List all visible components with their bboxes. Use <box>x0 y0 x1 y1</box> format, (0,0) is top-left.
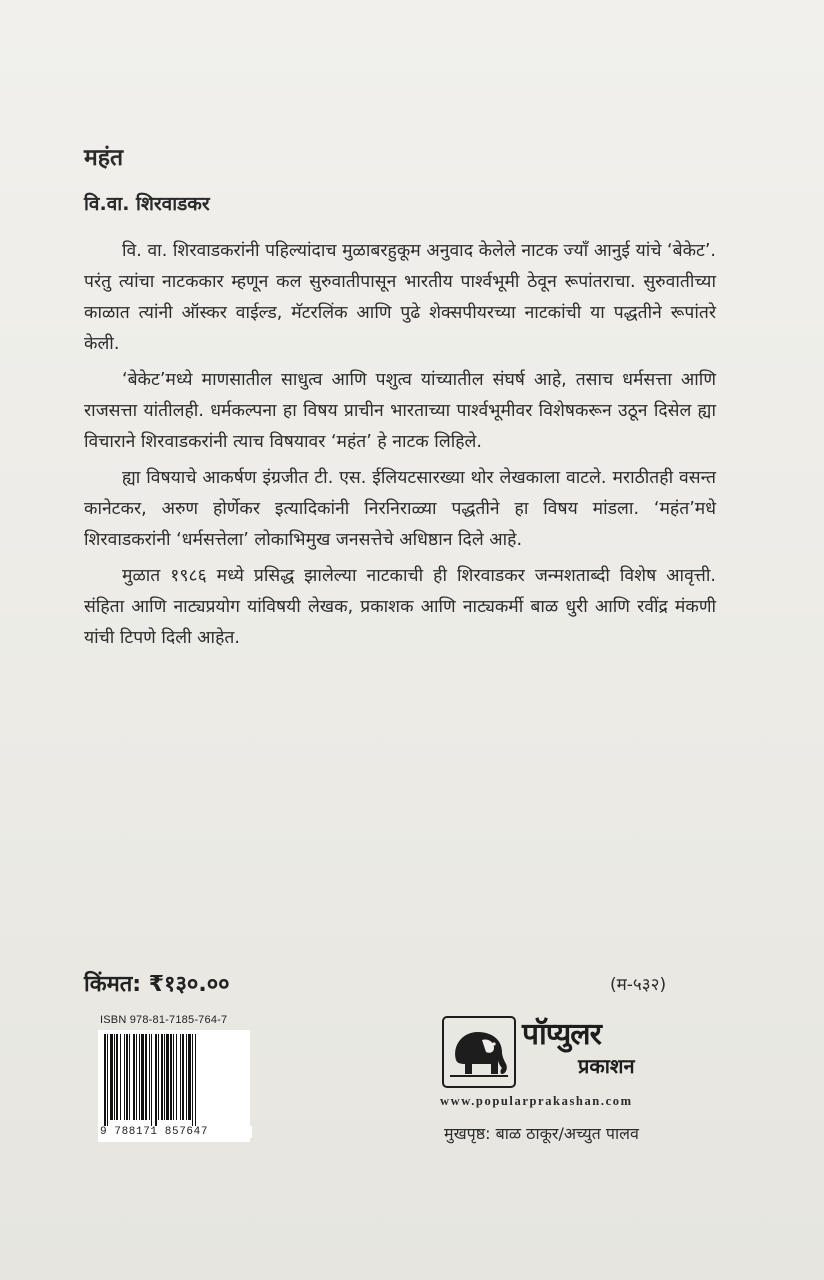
barcode-bar <box>176 1034 177 1120</box>
barcode-bar <box>155 1034 157 1126</box>
barcode-bar <box>139 1034 140 1120</box>
blurb <box>84 236 716 659</box>
barcode-bar <box>164 1034 165 1120</box>
barcode-bar <box>170 1034 172 1120</box>
barcode-digits: 9 788171 857647 <box>98 1126 252 1138</box>
barcode-bar <box>149 1034 150 1120</box>
catalog-code: (म-५३२) <box>610 975 667 995</box>
barcode-bar <box>133 1034 135 1120</box>
book-author: वि.वा. शिरवाडकर <box>84 193 210 215</box>
barcode-bars <box>98 1030 250 1126</box>
barcode-bar <box>120 1034 121 1120</box>
barcode-bar <box>126 1034 128 1120</box>
blurb-paragraph-1: वि. वा. शिरवाडकरांनी पहिल्यांदाच मुळाबरहुकूम अनुवाद केलेले नाटक ज्याँ आनुई यांचे ‘बेकेट’. परंतु त्यांचा नाटककार म्हणून कल सुरुवातीपासून भारतीय पार्श्वभूमी ठेवून रूपांतराचा. सुरुवातीच्या काळात त्यांनी ऑस्कर वाईल्ड, मॅटरलिंक आणि पुढे शेक्सपीयरच्या नाटकांची या पद्धतीने रूपांतरे केली. <box>84 241 716 354</box>
barcode-bar <box>182 1034 184 1120</box>
barcode-bar <box>107 1034 108 1126</box>
book-title: महंत <box>84 145 124 171</box>
barcode-bar <box>129 1034 130 1120</box>
barcode-bar <box>136 1034 137 1120</box>
barcode-bar <box>173 1034 174 1120</box>
barcode-bar <box>141 1034 144 1120</box>
blurb-paragraph-4: मुळात १९८६ मध्ये प्रसिद्ध झालेल्या नाटकाची ही शिरवाडकर जन्मशताब्दी विशेष आवृत्ती. संहिता आणि नाट्यप्रयोग यांविषयी लेखक, प्रकाशक आणि नाट्यकर्मी बाळ धुरी आणि रवींद्र मंकणी यांची टिपणे दिली आहेत. <box>84 566 716 648</box>
publisher-website: www.popularprakashan.com <box>440 1094 633 1108</box>
barcode-bar <box>104 1034 106 1126</box>
publisher-name: पॉप्युलर <box>522 1017 601 1052</box>
cover-credit: मुखपृष्ठ: बाळ ठाकूर/अच्युत पालव <box>444 1124 639 1143</box>
barcode-bar <box>158 1034 159 1120</box>
barcode-bar <box>151 1034 152 1126</box>
elephant-icon <box>442 1016 516 1088</box>
barcode-bar <box>110 1034 113 1120</box>
barcode-bar <box>116 1034 118 1120</box>
isbn-label: ISBN 978-81-7185-764-7 <box>100 1014 228 1026</box>
barcode-bar <box>186 1034 187 1120</box>
publisher-sub: प्रकाशन <box>578 1054 635 1078</box>
price: किंमत: ₹१३०.०० <box>84 972 230 997</box>
blurb-paragraph-3: ह्या विषयाचे आकर्षण इंग्रजीत टी. एस. ईलियटसारख्या थोर लेखकाला वाटले. मराठीतही वसन्त कानेटकर, अरुण होर्णेकर इत्यादिकांनी निरनिराळ्या पद्धतीने हा विषय मांडला. ‘महंत’मधे शिरवाडकरांनी ‘धर्मसत्तेला’ लोकाभिमुख जनसत्तेचे अधिष्ठान दिले आहे. <box>84 468 716 550</box>
blurb-paragraph-2: ‘बेकेट’मध्ये माणसातील साधुत्व आणि पशुत्व यांच्यातील संघर्ष आहे, तसाच धर्मसत्ता आणि राजसत्ता यांतीलही. धर्मकल्पना हा विषय प्राचीन भारताच्या पार्श्वभूमीवर विशेषकरून उठून दिसेल ह्या विचाराने शिरवाडकरांनी त्याच विषयावर ‘महंत’ हे नाटक लिहिले. <box>84 370 716 452</box>
barcode-bar <box>114 1034 115 1120</box>
barcode-bar <box>161 1034 163 1120</box>
barcode-bar <box>124 1034 125 1120</box>
barcode-bar <box>188 1034 191 1120</box>
barcode-bar <box>195 1034 196 1126</box>
barcode-bar <box>166 1034 169 1120</box>
barcode-bar <box>145 1034 147 1120</box>
barcode-bar <box>180 1034 181 1120</box>
barcode-bar <box>192 1034 193 1126</box>
publisher-logo <box>440 1012 740 1090</box>
